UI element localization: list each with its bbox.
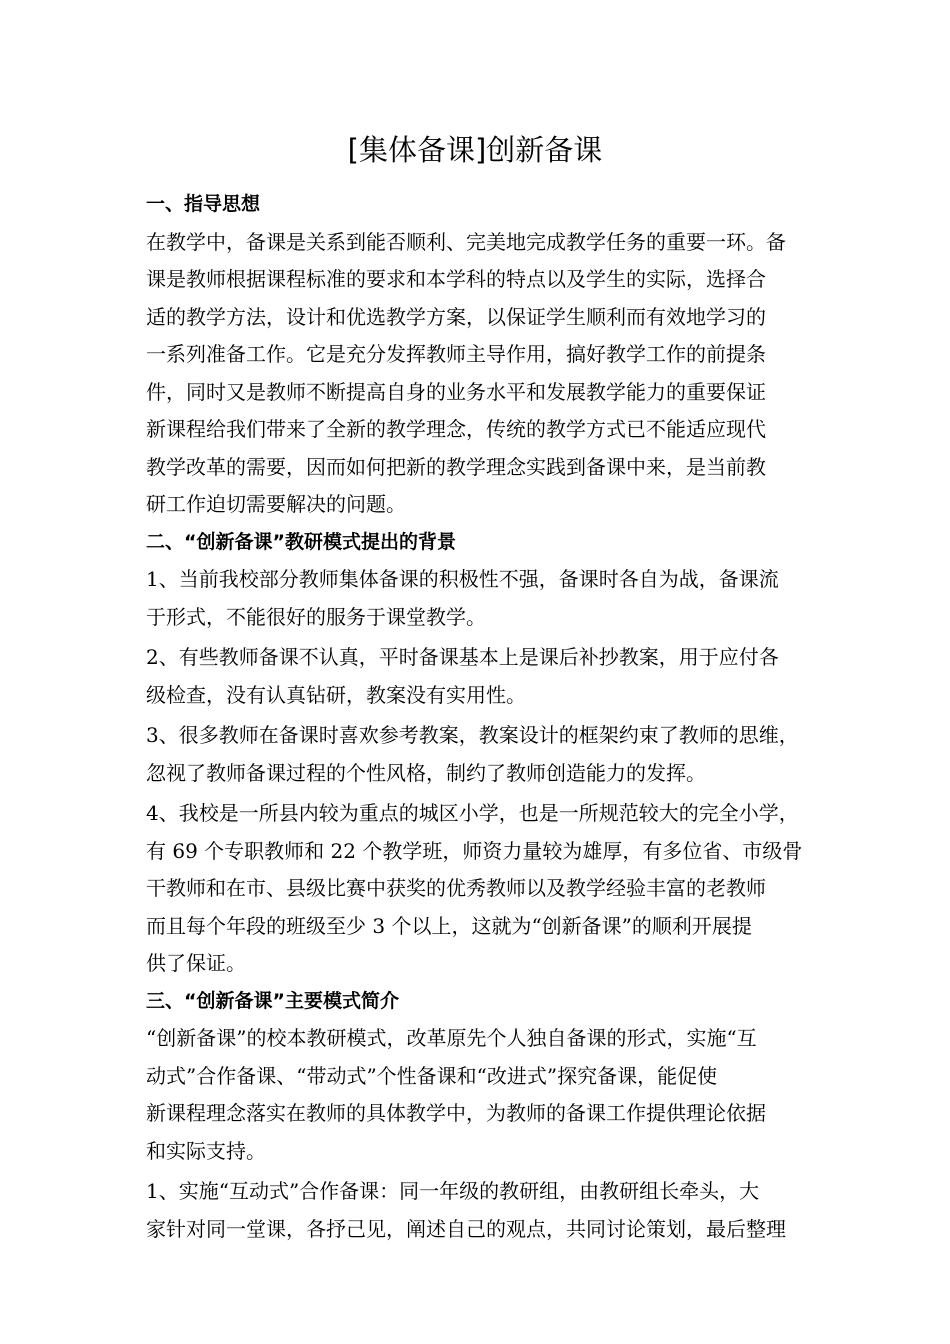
section-heading: 一、指导思想 <box>146 193 261 215</box>
paragraph-line: 新课程理念落实在教师的具体教学中，为教师的备课工作提供理论依据 <box>146 1101 766 1125</box>
document-body <box>146 186 814 1248</box>
section-heading: 三、“创新备课”主要模式简介 <box>146 989 399 1012</box>
paragraph-line: 课是教师根据课程标准的要求和本学科的特点以及学生的实际，选择合 <box>146 267 766 291</box>
paragraph-line: 供了保证。 <box>146 951 246 975</box>
paragraph-line: 3、很多教师在备课时喜欢参考教案，教案设计的框架约束了教师的思维， <box>146 723 799 747</box>
paragraph-line: 1、实施“互动式”合作备课：同一年级的教研组，由教研组长牵头，大 <box>146 1179 760 1203</box>
paragraph-line: “创新备课”的校本教研模式，改革原先个人独自备课的形式，实施“互 <box>146 1026 757 1050</box>
paragraph-line: 在教学中，备课是关系到能否顺利、完美地完成教学任务的重要一环。备 <box>146 229 786 254</box>
paragraph-line: 一系列准备工作。它是充分发挥教师主导作用，搞好教学工作的前提条 <box>146 342 766 366</box>
document-title: [集体备课]创新备课 <box>347 133 603 167</box>
paragraph-line: 有 69 个专职教师和 22 个教学班，师资力量较为雄厚，有多位省、市级骨 <box>146 838 803 863</box>
section-heading: 二、“创新备课”教研模式提出的背景 <box>146 530 456 553</box>
paragraph-line: 级检查，没有认真钻研，教案没有实用性。 <box>146 682 526 707</box>
paragraph-line: 件，同时又是教师不断提高自身的业务水平和发展教学能力的重要保证 <box>146 379 766 404</box>
paragraph-line: 新课程给我们带来了全新的教学理念，传统的教学方式已不能适应现代 <box>146 417 766 441</box>
paragraph-line: 干教师和在市、县级比赛中获奖的优秀教师以及教学经验丰富的老教师 <box>146 876 766 900</box>
paragraph-line: 家针对同一堂课，各抒己见，阐述自己的观点，共同讨论策划，最后整理 <box>146 1216 786 1241</box>
paragraph-line: 研工作迫切需要解决的问题。 <box>146 492 406 516</box>
paragraph-line: 1、当前我校部分教师集体备课的积极性不强，备课时各自为战，备课流 <box>146 567 779 591</box>
paragraph-line: 而且每个年段的班级至少 3 个以上，这就为“创新备课”的顺利开展提 <box>146 913 752 938</box>
paragraph-line: 于形式，不能很好的服务于课堂教学。 <box>146 604 486 629</box>
paragraph-line: 2、有些教师备课不认真，平时备课基本上是课后补抄教案，用于应付各 <box>146 645 779 669</box>
paragraph-line: 忽视了教师备课过程的个性风格，制约了教师创造能力的发挥。 <box>146 760 706 785</box>
paragraph-line: 和实际支持。 <box>146 1138 266 1163</box>
paragraph-line: 适的教学方法，设计和优选教学方案，以保证学生顺利而有效地学习的 <box>146 304 766 329</box>
paragraph-line: 教学改革的需要，因而如何把新的教学理念实践到备课中来，是当前教 <box>146 454 766 479</box>
paragraph-line: 4、我校是一所县内较为重点的城区小学，也是一所规范较大的完全小学， <box>146 801 799 825</box>
paragraph-line: 动式”合作备课、“带动式”个性备课和“改进式”探究备课，能促使 <box>146 1063 718 1088</box>
